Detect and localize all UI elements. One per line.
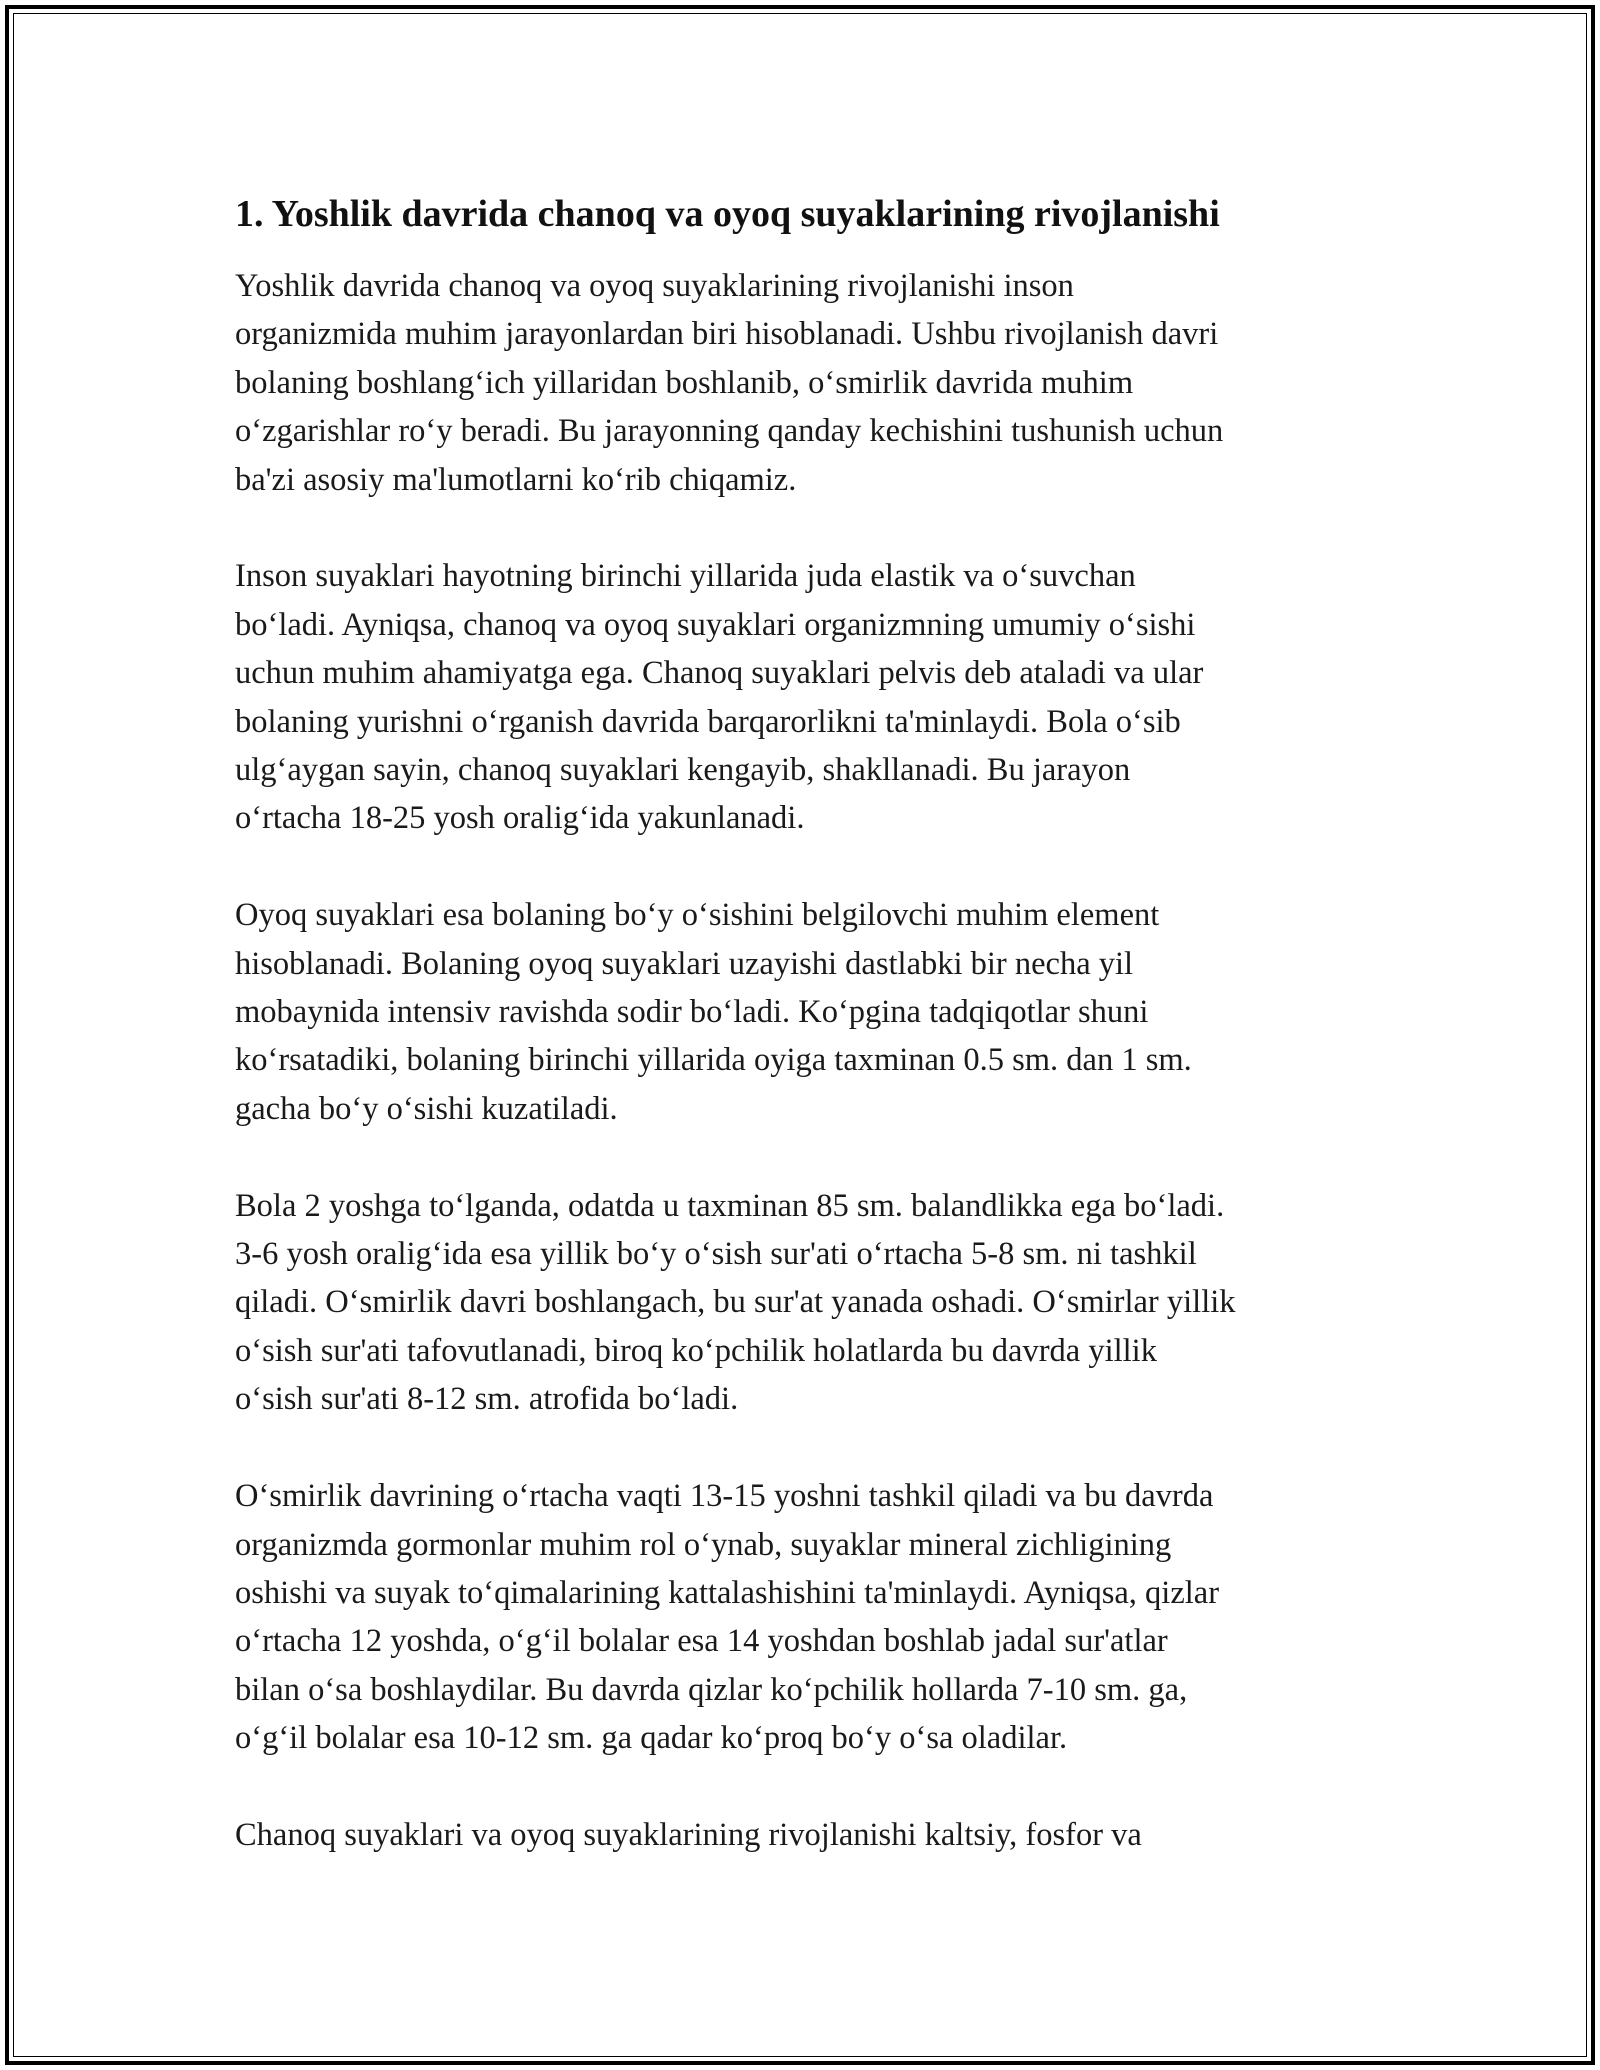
paragraph-6 [235, 1811, 1375, 1859]
text-line: o‘sish sur'ati tafovutlanadi, biroq ko‘pchilik holatlarda bu davrda yillik [235, 1332, 1157, 1369]
text-line: mobaynida intensiv ravishda sodir bo‘ladi. Ko‘pgina tadqiqotlar shuni [235, 994, 1149, 1031]
text-line: organizmida muhim jarayonlardan biri hisoblanadi. Ushbu rivojlanish davri [235, 316, 1219, 353]
paragraph-4 [235, 1182, 1375, 1424]
text-line: hisoblanadi. Bolaning oyoq suyaklari uzayishi dastlabki bir necha yil [235, 945, 1134, 982]
text-line: Bola 2 yoshga to‘lganda, odatda u taxminan 85 sm. balandlikka ega bo‘ladi. [235, 1187, 1225, 1224]
text-line: o‘sish sur'ati 8-12 sm. atrofida bo‘ladi. [235, 1381, 739, 1418]
text-line: organizmda gormonlar muhim rol o‘ynab, suyaklar mineral zichligining [235, 1526, 1172, 1563]
text-line: gacha bo‘y o‘sishi kuzatiladi. [235, 1090, 618, 1127]
document-body [235, 186, 1375, 1859]
paragraph-2 [235, 552, 1375, 842]
text-line: o‘zgarishlar ro‘y beradi. Bu jarayonning qanday kechishini tushunish uchun [235, 413, 1224, 450]
text-line: Chanoq suyaklari va oyoq suyaklarining rivojlanishi kaltsiy, fosfor va [235, 1816, 1142, 1853]
paragraph-3 [235, 891, 1375, 1133]
paragraph-5 [235, 1472, 1375, 1762]
text-line: O‘smirlik davrining o‘rtacha vaqti 13-15 yoshni tashkil qiladi va bu davrda [235, 1478, 1214, 1515]
text-line: 3-6 yosh oralig‘ida esa yillik bo‘y o‘sish sur'ati o‘rtacha 5-8 sm. ni tashkil [235, 1236, 1197, 1273]
text-line: bolaning boshlang‘ich yillaridan boshlanib, o‘smirlik davrida muhim [235, 364, 1134, 401]
text-line: ulg‘aygan sayin, chanoq suyaklari kengayib, shakllanadi. Bu jarayon [235, 752, 1131, 789]
text-line: o‘rtacha 18-25 yosh oralig‘ida yakunlanadi. [235, 800, 805, 837]
text-line: Yoshlik davrida chanoq va oyoq suyaklarining rivojlanishi inson [235, 268, 1074, 304]
text-line: bo‘ladi. Ayniqsa, chanoq va oyoq suyaklari organizmning umumiy o‘sishi [235, 606, 1196, 643]
text-line: bolaning yurishni o‘rganish davrida barqarorlikni ta'minlaydi. Bola o‘sib [235, 703, 1181, 740]
text-line: qiladi. O‘smirlik davri boshlangach, bu sur'at yanada oshadi. O‘smirlar yillik [235, 1284, 1236, 1321]
text-line: o‘g‘il bolalar esa 10-12 sm. ga qadar ko‘proq bo‘y o‘sa oladilar. [235, 1720, 1068, 1757]
text-line: ko‘rsatadiki, bolaning birinchi yillarida oyiga taxminan 0.5 sm. dan 1 sm. [235, 1042, 1192, 1079]
text-line: uchun muhim ahamiyatga ega. Chanoq suyaklari pelvis deb ataladi va ular [235, 655, 1204, 692]
text-line: bilan o‘sa boshlaydilar. Bu davrda qizlar ko‘pchilik hollarda 7-10 sm. ga, [235, 1671, 1188, 1708]
paragraph-1 [235, 262, 1375, 504]
text-line: ba'zi asosiy ma'lumotlarni ko‘rib chiqamiz. [235, 461, 797, 498]
section-heading: 1. Yoshlik davrida chanoq va oyoq suyaklarining rivojlanishi [235, 193, 1220, 235]
text-line: o‘rtacha 12 yoshda, o‘g‘il bolalar esa 14 yoshdan boshlab jadal sur'atlar [235, 1623, 1168, 1660]
text-line: Oyoq suyaklari esa bolaning bo‘y o‘sishini belgilovchi muhim element [235, 897, 1160, 934]
text-line: oshishi va suyak to‘qimalarining kattalashishini ta'minlaydi. Ayniqsa, qizlar [235, 1574, 1220, 1611]
text-line: Inson suyaklari hayotning birinchi yillarida juda elastik va o‘suvchan [235, 558, 1136, 595]
